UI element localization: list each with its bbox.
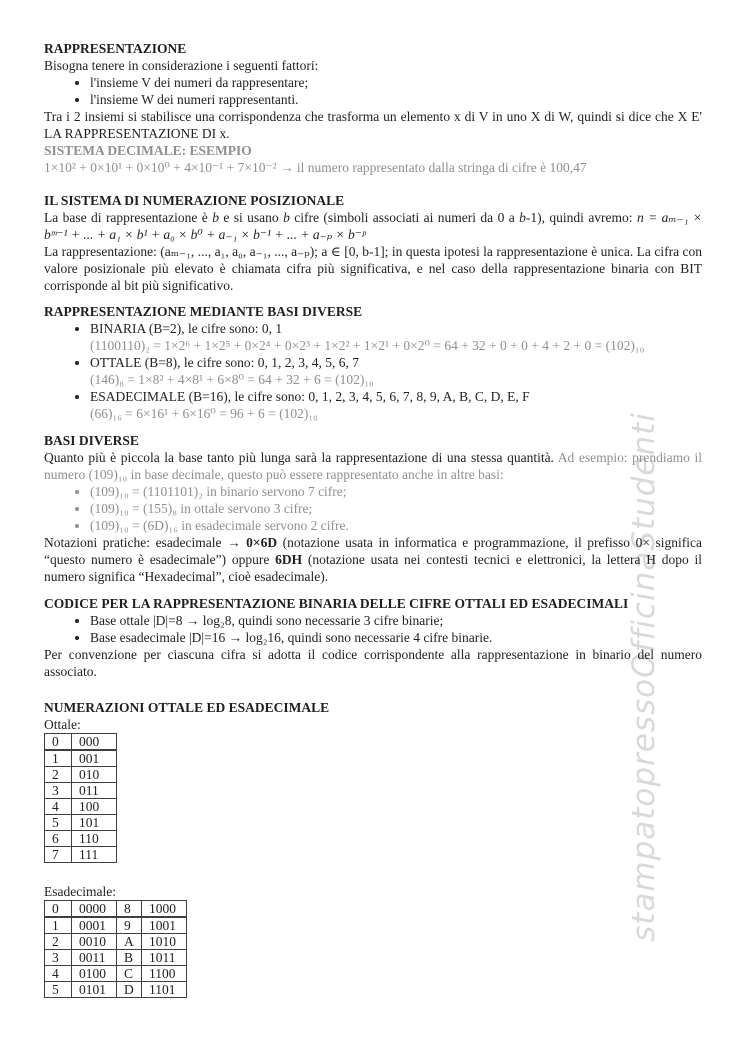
table-cell: 6 — [45, 831, 72, 847]
base-label: ESADECIMALE (B=16), le cifre sono: 0, 1, 2, 3, 4, 5, 6, 7, 8, 9, A, B, C, D, E, F — [90, 389, 530, 404]
table-cell: 1010 — [142, 934, 187, 950]
paragraph-corrispondenza: Tra i 2 insiemi si stabilisce una corrispondenza che trasforma un elemento x di V in uno X di W, quindi si dice che X E' LA RAPPRESENTAZIONE DI x. — [44, 109, 702, 141]
table-cell: 010 — [72, 767, 117, 783]
table-cell: 9 — [117, 917, 142, 934]
table-cell: 0 — [45, 734, 72, 751]
table-cell: 0101 — [72, 982, 117, 998]
text-run: n = aₘ₋₁ × bᵐ⁻¹ + ... + a₁ × b¹ + a₀ × b⁰ + a₋₁ × b⁻¹ + ... + a₋ₚ × b⁻ᵖ — [44, 210, 702, 242]
heading-basi-rappresentazione: RAPPRESENTAZIONE MEDIANTE BASI DIVERSE — [44, 304, 363, 319]
table-cell: 0100 — [72, 966, 117, 982]
bullet-list-codice — [44, 612, 702, 646]
table-cell: 1011 — [142, 950, 187, 966]
table-row — [45, 847, 117, 863]
heading-rappresentazione: RAPPRESENTAZIONE — [44, 41, 187, 56]
list-item-esadecimale — [90, 388, 702, 422]
text-run: Quanto più è piccola la base tanto più lunga sarà la rappresentazione di una stessa quantità. — [44, 450, 554, 465]
list-item-ottale: • (109)₁₀ = (155)₈ in ottale servono 3 cifre; — [90, 500, 702, 517]
text-run: b — [212, 210, 219, 225]
table-cell: 0001 — [72, 917, 117, 934]
table-cell: 110 — [72, 831, 117, 847]
decimal-example-formula: 1×10² + 0×10¹ + 0×10⁰ + 4×10⁻¹ + 7×10⁻² → il numero rappresentato dalla stringa di cifre è 100,47 — [44, 160, 587, 175]
paragraph-base-formula — [44, 209, 702, 243]
table-row — [45, 966, 187, 982]
table-cell: 5 — [45, 982, 72, 998]
table-cell: 100 — [72, 799, 117, 815]
paragraph-quanto-piu — [44, 449, 702, 483]
section-numerazioni-tabelle — [44, 699, 702, 998]
table-cell: 3 — [45, 783, 72, 799]
text-run: (notazione usata nei contesti tecnici e elettronici, la lettera H dopo il numero significa “Hexadecimal”, cioè esadecimale). — [44, 552, 703, 584]
heading-codice-binario: CODICE PER LA RAPPRESENTAZIONE BINARIA DELLE CIFRE OTTALI ED ESADECIMALI — [44, 596, 629, 611]
table-cell: 000 — [72, 734, 117, 751]
table-cell: B — [117, 950, 142, 966]
table-row — [45, 767, 117, 783]
page-content — [44, 40, 702, 998]
paragraph-fattori: Bisogna tenere in considerazione i seguenti fattori: — [44, 58, 319, 73]
section-numerazione-posizionale — [44, 192, 702, 294]
paragraph-convenzione: Per convenzione per ciascuna cifra si adotta il codice corrispondente alla rappresentazione in binario del numero associato. — [44, 647, 702, 679]
table-row — [45, 734, 117, 751]
text-run: 6DH — [275, 552, 303, 567]
table-cell: A — [117, 934, 142, 950]
table-cell: 011 — [72, 783, 117, 799]
text-run: 0×6D — [246, 535, 278, 550]
table-cell: 0 — [45, 901, 72, 918]
table-row — [45, 815, 117, 831]
table-cell: 8 — [117, 901, 142, 918]
paragraph-notazioni-pratiche — [44, 534, 702, 585]
hex-table — [44, 900, 187, 998]
hex-table-body — [45, 901, 187, 998]
table-cell: 111 — [72, 847, 117, 863]
text-run: e si usano — [218, 210, 284, 225]
table-row — [45, 750, 117, 767]
octal-table — [44, 733, 117, 863]
table-cell: 0011 — [72, 950, 117, 966]
list-item: • l'insieme V dei numeri da rappresentare; — [90, 74, 702, 91]
table-cell: D — [117, 982, 142, 998]
table-cell: 3 — [45, 950, 72, 966]
text-run: Notazioni pratiche: esadecimale → — [44, 535, 247, 550]
table-row — [45, 917, 187, 934]
heading-numerazione-posizionale: IL SISTEMA DI NUMERAZIONE POSIZIONALE — [44, 193, 345, 208]
list-item-binario: • (109)₁₀ = (1101101)₂ in binario servono 7 cifre; — [90, 483, 702, 500]
table-row — [45, 831, 117, 847]
text-run: cifre (simboli associati ai numeri da 0 a — [289, 210, 520, 225]
section-codice-binario — [44, 595, 702, 680]
bullet-list-basi — [44, 320, 702, 422]
table-row — [45, 901, 187, 918]
formula-line-ottale: (146)₈ = 1×8² + 4×8¹ + 6×8⁰ = 64 + 32 + 6 = (102)₁₀ — [90, 372, 374, 387]
heading-sistema-decimale-esempio: SISTEMA DECIMALE: ESEMPIO — [44, 143, 252, 158]
table-cell: 7 — [45, 847, 72, 863]
table-cell: 1 — [45, 750, 72, 767]
table-cell: 0000 — [72, 901, 117, 918]
list-item-esadecimale: • (109)₁₀ = (6D)₁₆ in esadecimale servono 2 cifre. — [90, 517, 702, 534]
formula-line-binaria: (1100110)₂ = 1×2⁶ + 1×2⁵ + 0×2⁴ + 0×2³ + 1×2² + 1×2¹ + 0×2⁰ = 64 + 32 + 0 + 0 + 4 + 2 + 0 = (102)₁₀ — [90, 338, 645, 353]
table-cell: 1100 — [142, 966, 187, 982]
heading-basi-diverse: BASI DIVERSE — [44, 433, 139, 448]
table-row — [45, 783, 117, 799]
table-row — [45, 799, 117, 815]
text-run: La base di rappresentazione è — [44, 210, 213, 225]
list-item-base-ottale: • Base ottale |D|=8 → log₂8, quindi sono necessarie 3 cifre binarie; — [90, 612, 702, 629]
bullet-list-insiemi — [44, 74, 702, 108]
table-cell: 1000 — [142, 901, 187, 918]
list-item-binaria — [90, 320, 702, 354]
watermark-text: stampatopressoOfficinaStudenti — [626, 412, 662, 942]
table-cell: 001 — [72, 750, 117, 767]
text-run: (notazione usata in informatica e programmazione, il prefisso 0× significa “questo numero è esadecimale”) oppure — [44, 535, 702, 567]
text-run: b — [283, 210, 290, 225]
table-cell: 1101 — [142, 982, 187, 998]
base-label: BINARIA (B=2), le cifre sono: 0, 1 — [90, 321, 283, 336]
hex-table-label: Esadecimale: — [44, 884, 116, 899]
text-run: -1), quindi avremo: — [525, 210, 637, 225]
table-cell: 5 — [45, 815, 72, 831]
list-item-ottale — [90, 354, 702, 388]
list-item: • l'insieme W dei numeri rappresentanti. — [90, 91, 702, 108]
table-cell: 1 — [45, 917, 72, 934]
octal-table-label: Ottale: — [44, 717, 81, 732]
table-cell: 4 — [45, 966, 72, 982]
paragraph-rappresentazione-unica: La rappresentazione: (aₘ₋₁, ..., a₁, a₀, a₋₁, ..., a₋ₚ); a ∈ [0, b-1]; in questa ipotesi la rappresentazione è unica. La cifra con valore posizionale più elevato è chiamata cifra più significativa, e nel caso della rappresentazione binaria con BIT corrisponde al bit più significativo. — [44, 244, 702, 293]
formula-line-esadecimale: (66)₁₆ = 6×16¹ + 6×16⁰ = 96 + 6 = (102)₁₀ — [90, 406, 318, 421]
base-label: OTTALE (B=8), le cifre sono: 0, 1, 2, 3, 4, 5, 6, 7 — [90, 355, 359, 370]
octal-table-body — [45, 734, 117, 863]
table-row — [45, 982, 187, 998]
list-item-base-esadecimale: • Base esadecimale |D|=16 → log₂16, quindi sono necessarie 4 cifre binarie. — [90, 629, 702, 646]
table-cell: 2 — [45, 934, 72, 950]
text-run: Ad esempio: prendiamo il numero (109)₁₀ in base decimale, questo può essere rappresentato anche in altre basi: — [44, 450, 702, 482]
table-row — [45, 950, 187, 966]
section-basi-rappresentazione — [44, 303, 702, 422]
table-cell: 101 — [72, 815, 117, 831]
table-cell: C — [117, 966, 142, 982]
text-run: b — [519, 210, 526, 225]
section-rappresentazione — [44, 40, 702, 176]
table-cell: 0010 — [72, 934, 117, 950]
heading-numerazioni: NUMERAZIONI OTTALE ED ESADECIMALE — [44, 700, 330, 715]
table-cell: 4 — [45, 799, 72, 815]
table-row — [45, 934, 187, 950]
bullet-list-esempi-basi — [44, 483, 702, 534]
table-cell: 2 — [45, 767, 72, 783]
table-cell: 1001 — [142, 917, 187, 934]
section-basi-diverse — [44, 432, 702, 585]
